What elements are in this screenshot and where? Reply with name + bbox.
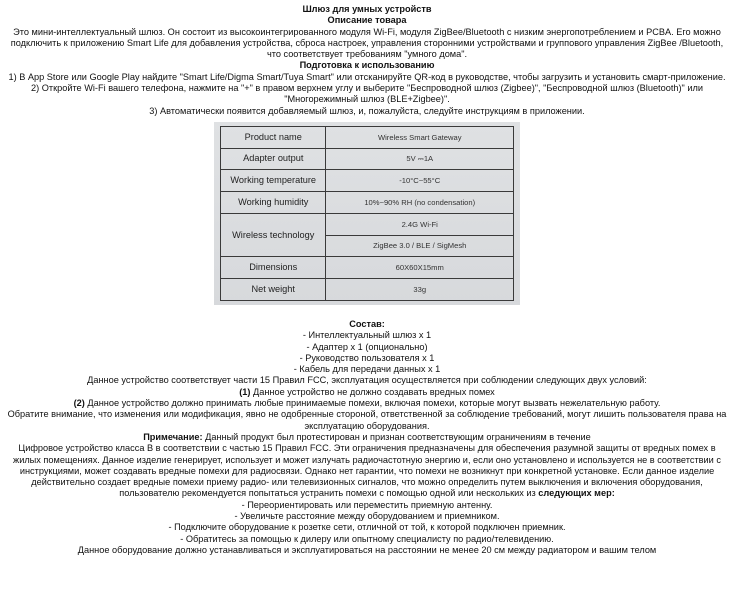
fcc-condition-2 (6, 398, 728, 409)
fcc-condition-1-number: (1) (239, 386, 251, 397)
table-row (221, 148, 514, 170)
class-b-text: Цифровое устройство класса B в соответствии с частью 15 Правил FCC. Эти ограничения предназначены для обеспечения разумной защиты от вредных помех в жилых помещениях. Данное изделие генерирует, использует и может излучать радиочастотную энергию и, если оно установлено и используется не в соответствии с инструкциями, может создавать вредные помехи для радиосвязи. Однако нет гарантии, что помехи не возникнут при конкретной установке. Если данное изделие действительно создает вредные помехи приему радио- или телевизионных сигналов, что можно определить путем выключения и включения оборудования, пользователю рекомендуется попытаться устранить помехи с помощью одной или нескольких из (13, 443, 721, 499)
contents-item: - Адаптер х 1 (опционально) (306, 341, 428, 352)
contents-heading: Состав: (349, 318, 385, 329)
contents-item: - Кабель для передачи данных х 1 (293, 364, 441, 375)
measure-item: - Увеличьте расстояние между оборудованием и приемником. (234, 511, 500, 522)
description-text: Это мини-интеллектуальный шлюз. Он состоит из высокоинтегрированного модуля Wi-Fi, модуля ZigBee/Bluetooth с низким энергопотреблением и PCBA. Его можно подключить к приложению Smart Life для добавления устройства, сброса настроек, управления сторонними устройствами и группового управления ZigBee /Bluetooth, что соответствует требованиям "умного дома". (10, 26, 724, 60)
note-label: Примечание: (143, 431, 203, 442)
spec-table (220, 126, 514, 301)
distance-text: Данное оборудование должно устанавливаться и эксплуатироваться на расстоянии не менее 20 см между радиатором и вашим телом (77, 544, 657, 555)
table-row (221, 257, 514, 279)
spec-value-wireless-zigbee: ZigBee 3.0 / BLE / SigMesh (326, 235, 514, 257)
spec-label-product-name: Product name (221, 126, 326, 148)
spec-label-temperature: Working temperature (221, 170, 326, 192)
spec-value-dimensions: 60X60X15mm (326, 257, 514, 279)
contents-item: - Руководство пользователя х 1 (299, 352, 435, 363)
prep-step-3: 3) Автоматически появится добавляемый шлюз, и, пожалуйста, следуйте инструкциям в приложении. (149, 105, 585, 116)
prep-heading: Подготовка к использованию (299, 60, 435, 71)
description-heading: Описание товара (327, 15, 407, 26)
fcc-warning: Обратите внимание, что изменения или модификация, явно не одобренные стороной, ответственной за соблюдение требований, могут лишить пользователя права на эксплуатацию оборудования. (7, 409, 727, 431)
measure-item: - Обратитесь за помощью к дилеру или опытному специалисту по радио/телевидению. (180, 533, 554, 544)
prep-step-2: 2) Откройте Wi-Fi вашего телефона, нажмите на "+" в правом верхнем углу и выберите "Беспроводной шлюз (Zigbee)", "Беспроводной шлюз (Bluetooth)" или "Многорежимный шлюз (BLE+Zigbee)". (31, 83, 703, 105)
table-row (221, 213, 514, 235)
fcc-condition-2-number: (2) (73, 398, 85, 409)
spec-value-wireless-wifi: 2.4G Wi-Fi (326, 213, 514, 235)
spec-value-adapter: 5V ⎓1A (326, 148, 514, 170)
table-row (221, 170, 514, 192)
spec-value-temperature: -10°C~55°C (326, 170, 514, 192)
measure-item: - Переориентировать или переместить приемную антенну. (241, 499, 493, 510)
spec-label-adapter: Adapter output (221, 148, 326, 170)
document-title: Шлюз для умных устройств (302, 4, 432, 14)
spec-label-dimensions: Dimensions (221, 257, 326, 279)
table-row (221, 279, 514, 301)
spec-value-weight: 33g (326, 279, 514, 301)
measures-label: следующих мер: (538, 488, 615, 499)
contents-item: - Интеллектуальный шлюз х 1 (302, 330, 432, 341)
note (6, 432, 728, 443)
spec-value-humidity: 10%~90% RH (no condensation) (326, 192, 514, 214)
class-b-paragraph (6, 443, 728, 499)
fcc-condition-2-text: Данное устройство должно принимать любые принимаемые помехи, включая помехи, которые могут вызвать нежелательную работу. (84, 398, 661, 409)
spec-table-photo (214, 122, 520, 305)
measure-item: - Подключите оборудование к розетке сети, отличной от той, к которой подключен приемник. (168, 522, 566, 533)
spec-label-humidity: Working humidity (221, 192, 326, 214)
spec-value-product-name: Wireless Smart Gateway (326, 126, 514, 148)
table-row (221, 126, 514, 148)
fcc-condition-1-text: Данное устройство не должно создавать вредных помех (250, 386, 495, 397)
table-row (221, 192, 514, 214)
note-text: Данный продукт был протестирован и признан соответствующим ограничениям в течение (202, 431, 591, 442)
prep-step-1: 1) В App Store или Google Play найдите "Smart Life/Digma Smart/Tuya Smart" или отсканируйте QR-код в руководстве, чтобы загрузить и установить смарт-приложение. (8, 71, 726, 82)
fcc-intro: Данное устройство соответствует части 15 Правил FCC, эксплуатация осуществляется при соблюдении следующих двух условий: (87, 375, 647, 386)
spec-label-weight: Net weight (221, 279, 326, 301)
fcc-condition-1 (6, 387, 728, 398)
spec-label-wireless: Wireless technology (221, 213, 326, 257)
